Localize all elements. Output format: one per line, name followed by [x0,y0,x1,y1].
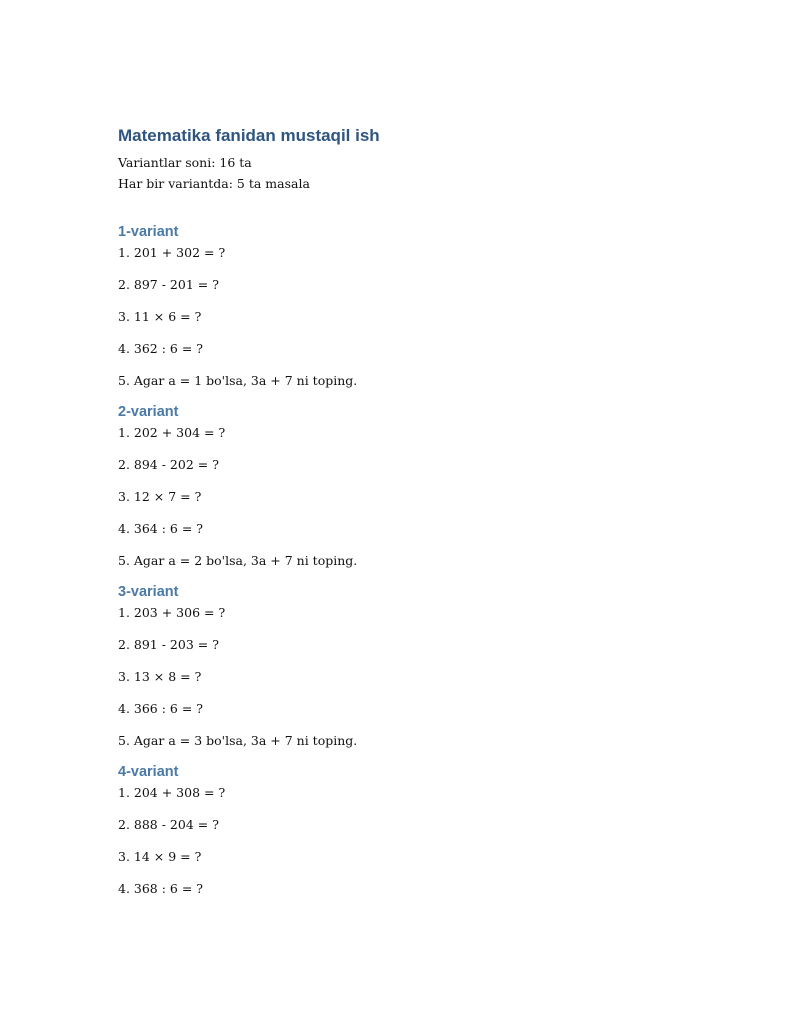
problem-item: 3. 13 × 8 = ? [118,669,202,684]
problem-item: 5. Agar a = 2 bo'lsa, 3a + 7 ni toping. [118,553,358,568]
problem-item: 2. 891 - 203 = ? [118,637,219,652]
document-meta [118,152,678,194]
problem-item: 3. 12 × 7 = ? [118,489,202,504]
variant-section-3 [118,581,678,751]
document-title: Matematika fanidan mustaqil ish [118,126,380,145]
problem-item: 2. 897 - 201 = ? [118,277,219,292]
problems-per-variant-line: Har bir variantda: 5 ta masala [118,176,310,191]
problem-item: 4. 364 : 6 = ? [118,521,203,536]
problem-item: 4. 362 : 6 = ? [118,341,203,356]
problem-item: 1. 201 + 302 = ? [118,245,226,260]
problem-item: 5. Agar a = 1 bo'lsa, 3a + 7 ni toping. [118,373,358,388]
variant-section-1 [118,221,678,391]
problem-item: 2. 894 - 202 = ? [118,457,219,472]
problem-item: 5. Agar a = 3 bo'lsa, 3a + 7 ni toping. [118,733,358,748]
variant-section-4 [118,761,678,899]
problem-item: 2. 888 - 204 = ? [118,817,219,832]
document-content [118,124,678,909]
variant-heading: 4-variant [118,764,179,780]
problem-item: 4. 366 : 6 = ? [118,701,203,716]
problem-item: 1. 202 + 304 = ? [118,425,226,440]
problem-item: 4. 368 : 6 = ? [118,881,203,896]
variant-heading: 3-variant [118,584,179,600]
variant-heading: 2-variant [118,404,179,420]
variant-section-2 [118,401,678,571]
problem-item: 3. 14 × 9 = ? [118,849,202,864]
problem-item: 3. 11 × 6 = ? [118,309,202,324]
variant-heading: 1-variant [118,224,179,240]
problem-item: 1. 203 + 306 = ? [118,605,226,620]
problem-item: 1. 204 + 308 = ? [118,785,226,800]
variant-count-line: Variantlar soni: 16 ta [118,155,252,170]
